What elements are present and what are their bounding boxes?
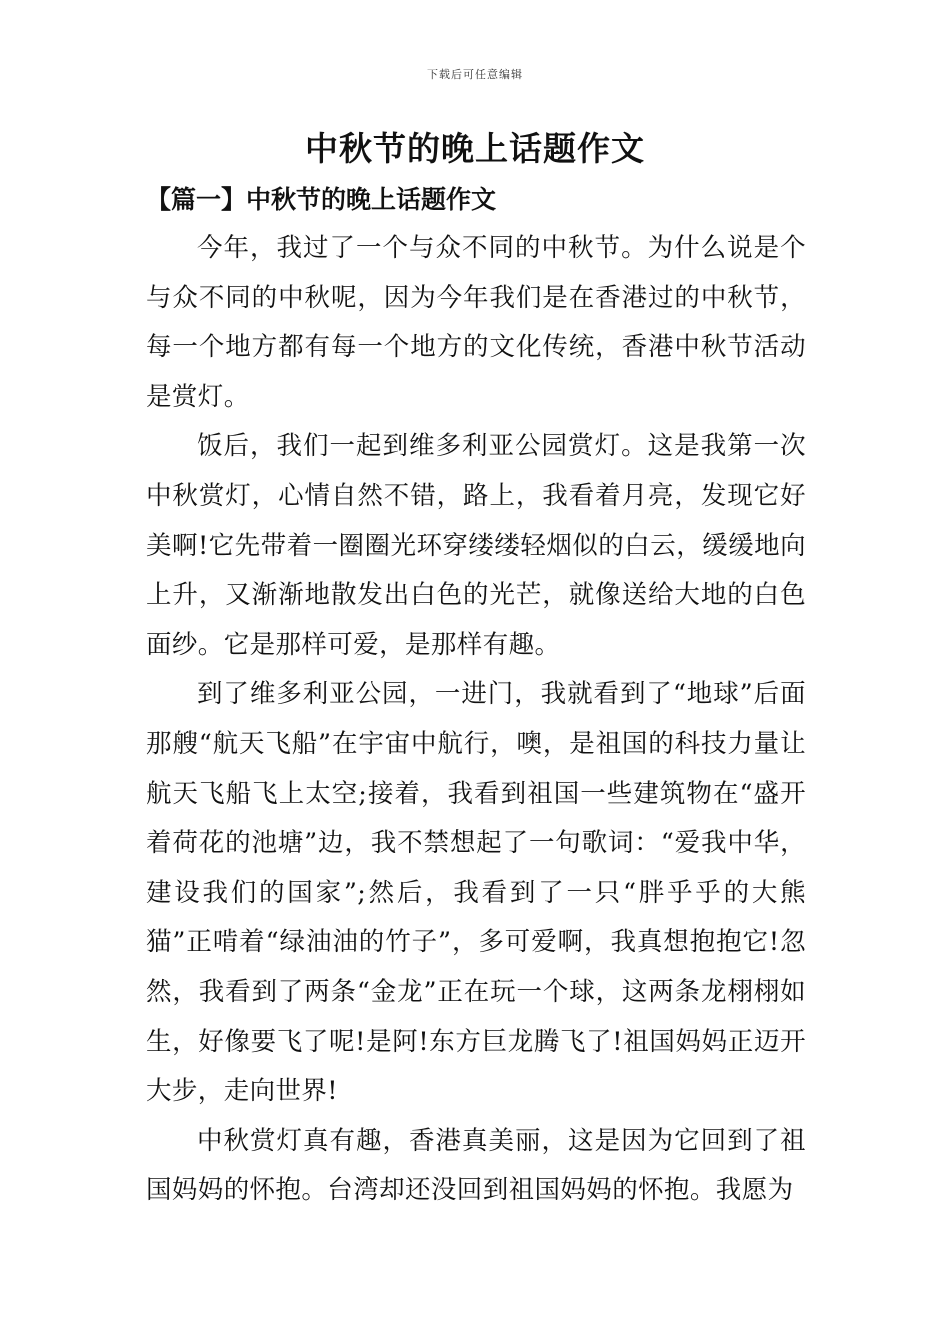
paragraph-3: 到了维多利亚公园，一进门，我就看到了“地球”后面那艘“航天飞船”在宇宙中航行，噢，是祖国的科技力量让航天飞船飞上太空;接着，我看到祖国一些建筑物在“盛开着荷花的池塘”边，我不禁想起了一句歌词：“爱我中华，建设我们的国家”;然后，我看到了一只“胖乎乎的大熊猫”正啃着“绿油油的竹子”，多可爱啊，我真想抱抱它!忽然，我看到了两条“金龙”正在玩一个球，这两条龙栩栩如生，好像要飞了呢!是阿!东方巨龙腾飞了!祖国妈妈正迈开大步，走向世界! <box>146 679 806 1107</box>
paragraph-1: 今年，我过了一个与众不同的中秋节。为什么说是个与众不同的中秋呢，因为今年我们是在香港过的中秋节，每一个地方都有每一个地方的文化传统，香港中秋节活动是赏灯。 <box>146 233 806 412</box>
header-note: 下载后可任意编辑 <box>427 68 523 81</box>
paragraph-2: 饭后，我们一起到维多利亚公园赏灯。这是我第一次中秋赏灯，心情自然不错，路上，我看着月亮，发现它好美啊!它先带着一圈圈光环穿缕缕轻烟似的白云，缓缓地向上升，又渐渐地散发出白色的光芒，就像送给大地的白色面纱。它是那样可爱，是那样有趣。 <box>146 431 806 660</box>
paragraph-4: 中秋赏灯真有趣，香港真美丽，这是因为它回到了祖国妈妈的怀抱。台湾却还没回到祖国妈妈的怀抱。我愿为 <box>146 1125 806 1206</box>
section-heading: 【篇一】中秋节的晚上话题作文 <box>146 185 497 214</box>
article-body <box>146 224 806 1216</box>
document-title: 中秋节的晚上话题作文 <box>305 129 645 168</box>
